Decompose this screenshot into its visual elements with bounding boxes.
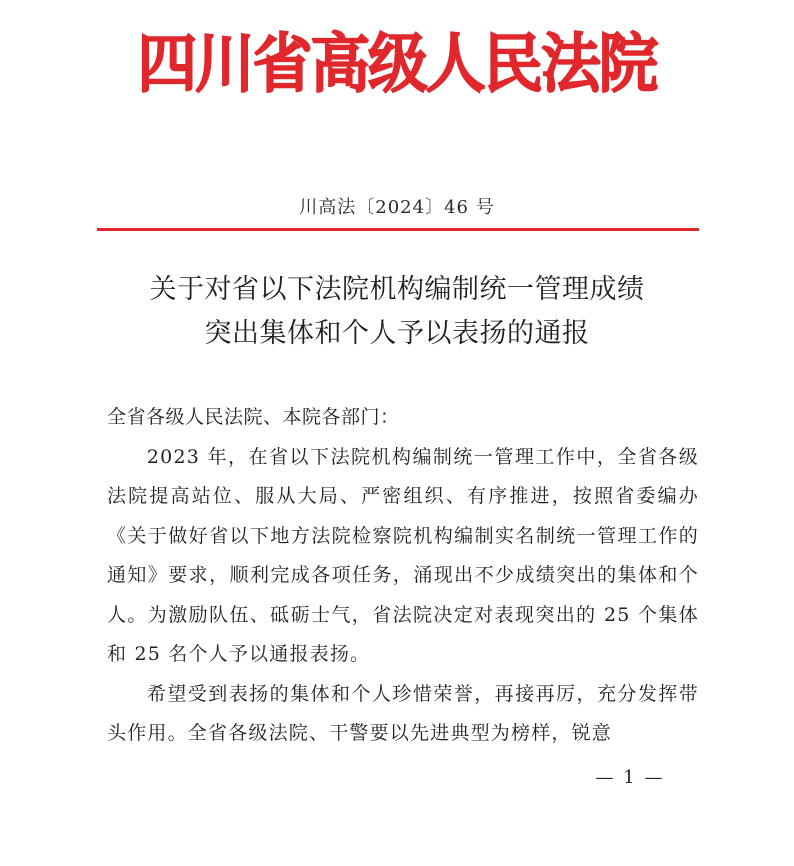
document-number: 川高法〔2024〕46 号 (299, 197, 495, 218)
salutation: 全省各级人民法院、本院各部门： (107, 406, 400, 428)
body-paragraph-1: 2023 年，在省以下法院机构编制统一管理工作中，全省各级法院提高站位、服从大局、严密组织、有序推进，按照省委编办《关于做好省以下地方法院检察院机构编制实名制统一管理工作的通知》要求，顺利完成各项任务，涌现出不少成绩突出的集体和个人。为激励队伍、砥砺士气，省法院决定对表现突出的 25 个集体和 25 名个人予以通报表扬。 (107, 445, 699, 665)
body-paragraph-2: 希望受到表扬的集体和个人珍惜荣誉，再接再厉，充分发挥带头作用。全省各级法院、干警要以先进典型为榜样，锐意 (107, 682, 699, 744)
title-line-1: 关于对省以下法院机构编制统一管理成绩 (149, 274, 645, 305)
title-line-2: 突出集体和个人予以表扬的通报 (204, 318, 590, 349)
issuer-masthead: 四川省高级人民法院 (137, 28, 657, 102)
document-body (107, 398, 699, 754)
document-title (0, 268, 794, 356)
red-divider (97, 228, 699, 231)
page-number: — 1 — (595, 767, 665, 788)
